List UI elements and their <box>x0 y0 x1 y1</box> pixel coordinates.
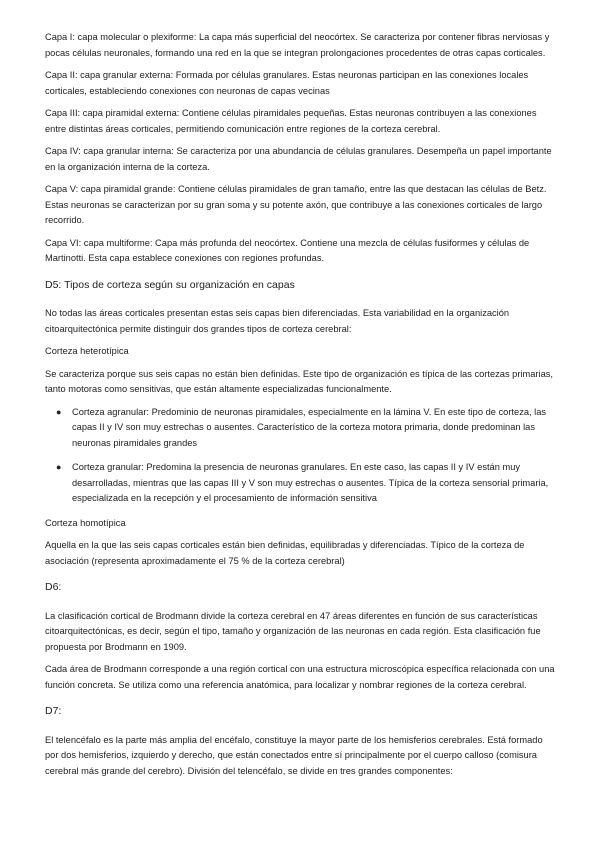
heterotipica-paragraph: Se caracteriza porque sus seis capas no están bien definidas. Este tipo de organización es típica de las cortezas primarias, tanto motoras como sensitivas, que están altamente especializadas funcionalmente. <box>45 368 553 394</box>
d5-intro-paragraph: No todas las áreas corticales presentan estas seis capas bien diferenciadas. Esta variabilidad en la organización citoarquitectónica permite distinguir dos grandes tipos de corteza cerebral: <box>45 308 510 334</box>
document-page <box>45 30 557 786</box>
d7-heading: D7: <box>45 705 62 717</box>
layer-2-paragraph: Capa II: capa granular externa: Formada por células granulares. Estas neuronas participan en las conexiones locales corticales, estableciendo conexiones con neuronas de capas vecinas <box>45 70 529 96</box>
layer-3-paragraph: Capa III: capa piramidal externa: Contiene células piramidales pequeñas. Estas neuronas contribuyen a las conexiones entre distintas áreas corticales, permitiendo comunicación entre regiones de la corteza cerebral. <box>45 108 537 134</box>
list-item <box>45 460 557 507</box>
d7-paragraph: El telencéfalo es la parte más amplia del encéfalo, constituye la mayor parte de los hemisferios cerebrales. Está formado por dos hemisferios, izquierdo y derecho, que están conectados entre sí principalmente por el cuerpo calloso (comisura cerebral más grande del cerebro). División del telencéfalo, se divide en tres grandes componentes: <box>45 734 543 776</box>
bullet-dot-icon: ● <box>56 462 62 472</box>
agranular-bullet-text: Corteza agranular: Predominio de neuronas piramidales, especialmente en la lámina V. En este tipo de corteza, las capas II y IV son muy estrechas o ausentes. Característico de la corteza motora primaria, donde predominan las neuronas piramidales grandes <box>72 406 547 448</box>
homotipica-paragraph: Aquella en la que las seis capas corticales están bien definidas, equilibradas y diferenciadas. Típico de la corteza de asociación (representa aproximadamente el 75 % de la corteza cerebral) <box>45 540 525 566</box>
bullet-dot-icon: ● <box>56 406 62 417</box>
d6-heading: D6: <box>45 581 62 593</box>
heterotipica-bullet-list <box>45 405 557 507</box>
layer-6-paragraph: Capa VI: capa multiforme: Capa más profunda del neocórtex. Contiene una mezcla de células fusiformes y células de Martinotti. Esta capa establece conexiones con regiones profundas. <box>45 237 530 263</box>
layer-1-paragraph: Capa I: capa molecular o plexiforme: La capa más superficial del neocórtex. Se caracteriza por contener fibras nerviosas y pocas células neuronales, formando una red en la que se integran prolongaciones procedentes de otras capas corticales. <box>45 32 550 58</box>
heterotipica-heading: Corteza heterotípica <box>45 346 129 356</box>
d5-heading: D5: Tipos de corteza según su organización en capas <box>45 278 295 291</box>
granular-bullet-text: Corteza granular: Predomina la presencia de neuronas granulares. En este caso, las capas II y IV están muy desarrolladas, mientras que las capas III y V son muy estrechas o ausentes. Típica de la corteza sensorial primaria, especializada en la recepción y el procesamiento de información sensitiva <box>72 462 549 503</box>
d6-paragraph-1: La clasificación cortical de Brodmann divide la corteza cerebral en 47 áreas diferentes en función de sus características citoarquitectónicas, es decir, según el tipo, tamaño y organización de las neuronas en cada región. Esta clasificación fue propuesta por Brodmann en 1909. <box>45 610 541 652</box>
list-item <box>45 405 557 452</box>
layer-4-paragraph: Capa IV: capa granular interna: Se caracteriza por una abundancia de células granulares. Desempeña un papel importante en la organización interna de la corteza. <box>45 146 552 172</box>
homotipica-heading: Corteza homotípica <box>45 517 126 528</box>
layer-5-paragraph: Capa V: capa piramidal grande: Contiene células piramidales de gran tamaño, entre las que destacan las células de Betz. Estas neuronas se caracterizan por su gran soma y su potente axón, que contribuye a las conexiones corticales de largo recorrido. <box>45 184 547 225</box>
d6-paragraph-2: Cada área de Brodmann corresponde a una región cortical con una estructura microscópica específica relacionada con una función concreta. Se utiliza como una referencia anatómica, para localizar y nombrar regiones de la corteza cerebral. <box>45 664 555 690</box>
